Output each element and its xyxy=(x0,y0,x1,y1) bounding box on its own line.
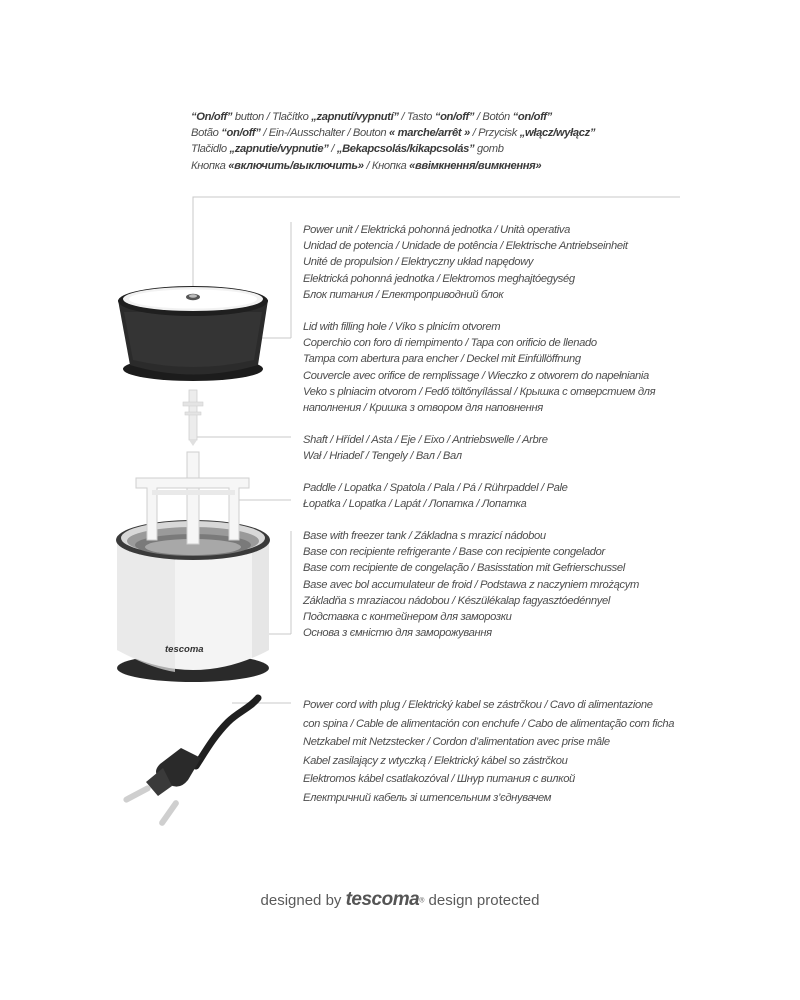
paddle-label xyxy=(303,480,568,512)
footer-credit xyxy=(0,889,800,911)
label-line: Lid with filling hole / Víko s plnicím otvorem xyxy=(303,321,501,333)
label-line: con spina / Cable de alimentación con enchufe / Cabo de alimentação com ficha xyxy=(303,717,675,730)
label-line: Základňa s mraziacou nádobou / Készülékalap fagyasztóedénnyel xyxy=(303,594,611,607)
label-bold-segment: „zapnutie/vypnutie” xyxy=(229,143,329,156)
label-line: Подставка с контейнером для заморозки xyxy=(303,610,512,623)
label-segment: / Ein-/Ausschalter / Bouton xyxy=(260,127,390,140)
label-line: Електричний кабель зі штепсельним з’єднувачем xyxy=(303,791,552,804)
label-segment: Botão xyxy=(191,127,222,140)
label-bold-segment: „zapnutí/vypnutí” xyxy=(311,111,399,123)
base-label xyxy=(303,528,639,641)
label-line: Base con recipiente refrigerante / Base con recipiente congelador xyxy=(303,546,605,559)
label-line: Unidad de potencia / Unidade de potência / Elektrische Antriebseinheit xyxy=(303,240,628,253)
label-bold-segment: “On/off” xyxy=(191,111,233,123)
label-segment: Кнопка xyxy=(191,159,229,172)
label-bold-segment: “on/off” xyxy=(434,111,475,123)
footer-prefix: designed by xyxy=(260,892,342,909)
label-bold-segment: „Bekapcsolás/kikapcsolás” xyxy=(336,143,475,156)
label-line: Shaft / Hřídel / Asta / Eje / Eixo / Antriebswelle / Arbre xyxy=(303,434,548,446)
label-line: Unité de propulsion / Elektryczny układ napędowy xyxy=(303,256,534,269)
label-segment: / Przycisk xyxy=(469,127,520,140)
label-line: Base com recipiente de congelação / Basisstation mit Gefrierschussel xyxy=(303,562,625,575)
label-bold-segment: « marche/arrêt » xyxy=(389,127,470,140)
label-line: Coperchio con foro di riempimento / Tapa con orificio de llenado xyxy=(303,337,597,350)
label-line: Основа з ємністю для заморожування xyxy=(303,627,492,640)
label-line: Elektromos kábel csatlakozóval / Шнур питания с вилкой xyxy=(303,773,575,786)
label-bold-segment: “on/off” xyxy=(221,127,261,140)
shaft-label xyxy=(303,432,548,464)
label-segment: / Кнопка xyxy=(363,159,410,172)
power-cord-label xyxy=(303,696,674,808)
label-line: Base avec bol accumulateur de froid / Podstawa z naczyniem mrożącym xyxy=(303,578,639,591)
footer-suffix: design protected xyxy=(428,892,540,909)
label-line: Kabel zasilający z wtyczką / Elektrický kábel so zástrčkou xyxy=(303,754,568,767)
label-segment: / Tasto xyxy=(398,111,435,123)
label-line: Elektrická pohonná jednotka / Elektromos meghajtóegység xyxy=(303,272,575,285)
power-unit-image xyxy=(118,286,268,381)
label-line: Łopatka / Lopatka / Lapát / Лопатка / Лопатка xyxy=(303,498,527,511)
label-line: Base with freezer tank / Základna s mrazicí nádobou xyxy=(303,530,546,542)
label-line: Tampa com abertura para encher / Deckel mit Einfüllöffnung xyxy=(303,353,581,366)
label-line: Power cord with plug / Elektrický kabel se zástrčkou / Cavo di alimentazione xyxy=(303,699,653,711)
label-line: Power unit / Elektrická pohonná jednotka / Unità operativa xyxy=(303,224,571,236)
label-line: Блок питания / Електроприводний блок xyxy=(303,288,504,301)
base-logo: tescoma xyxy=(165,644,204,655)
label-segment: button / Tlačítko xyxy=(232,111,312,123)
label-segment: / Botón xyxy=(474,111,513,123)
footer-brand: tescoma xyxy=(345,889,420,910)
label-segment: Tlačidlo xyxy=(191,143,230,156)
label-line: Veko s plniacim otvorom / Fedő töltőnyílással / Крышка с отверстием для xyxy=(303,385,656,398)
power-cord-image xyxy=(122,698,258,827)
label-segment: gomb xyxy=(474,143,504,156)
paddle-image xyxy=(136,452,249,544)
label-segment: / xyxy=(328,143,337,156)
label-bold-segment: «включить/выключить» xyxy=(228,159,364,172)
label-bold-segment: „włącz/wyłącz” xyxy=(519,127,596,140)
label-line: Netzkabel mit Netzstecker / Cordon d’alimentation avec prise mâle xyxy=(303,736,610,749)
lid-label xyxy=(303,319,655,416)
label-line: наполнения / Кришка з отвором для наповнення xyxy=(303,401,543,414)
label-bold-segment: “on/off” xyxy=(512,111,552,123)
footer-brand-mark: ® xyxy=(419,897,425,905)
label-line: Wał / Hriadeľ / Tengely / Вал / Вал xyxy=(303,450,462,463)
label-line: Couvercle avec orifice de remplissage / Wieczko z otworem do napełniania xyxy=(303,369,649,382)
label-line: Paddle / Lopatka / Spatola / Pala / Pá / Rührpaddel / Pale xyxy=(303,482,568,494)
power-unit-label xyxy=(303,222,628,303)
shaft-image xyxy=(183,390,203,446)
label-bold-segment: «ввімкнення/вимкнення» xyxy=(409,159,542,172)
